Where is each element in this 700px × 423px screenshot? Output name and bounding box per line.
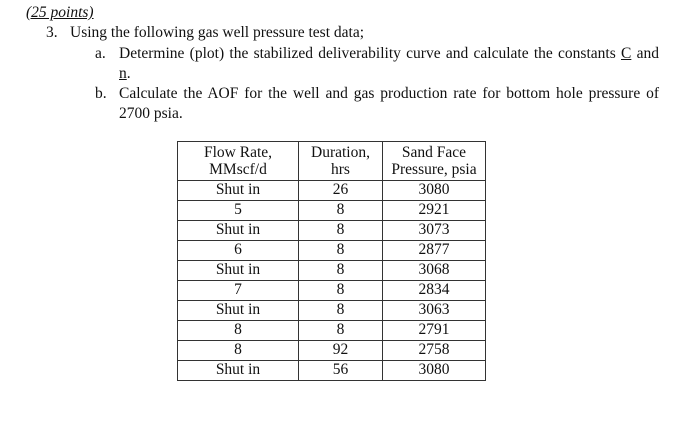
part-b-text: Calculate the AOF for the well and gas production rate for bottom hole pressure of 2700 psia. <box>119 85 659 122</box>
cell-pressure: 3080 <box>383 361 486 381</box>
cell-flow-rate: Shut in <box>178 181 299 201</box>
header-flow-rate <box>178 142 299 181</box>
cell-pressure: 3068 <box>383 261 486 281</box>
cell-pressure: 2877 <box>383 241 486 261</box>
cell-pressure: 2758 <box>383 341 486 361</box>
cell-flow-rate: Shut in <box>178 301 299 321</box>
table-header-row <box>178 142 486 181</box>
cell-pressure: 3080 <box>383 181 486 201</box>
part-a-and: and <box>631 45 659 62</box>
cell-duration: 8 <box>299 281 383 301</box>
part-b-label: b. <box>95 85 107 102</box>
part-a-period: . <box>126 65 131 82</box>
cell-pressure: 2834 <box>383 281 486 301</box>
cell-flow-rate: 5 <box>178 201 299 221</box>
cell-duration: 8 <box>299 261 383 281</box>
cell-flow-rate: 8 <box>178 321 299 341</box>
constant-c: C <box>621 45 632 62</box>
cell-duration: 8 <box>299 241 383 261</box>
table-row <box>178 241 486 261</box>
cell-duration: 26 <box>299 181 383 201</box>
cell-duration: 8 <box>299 201 383 221</box>
question-number: 3. <box>46 24 58 41</box>
header-duration <box>299 142 383 181</box>
cell-flow-rate: Shut in <box>178 221 299 241</box>
part-a-label: a. <box>95 45 106 62</box>
header-flow-rate-line1: Flow Rate, <box>203 144 273 161</box>
header-duration-line1: Duration, <box>311 144 370 161</box>
table-row <box>178 281 486 301</box>
part-a-text-start: Determine (plot) the stabilized deliverability curve and calculate the constants <box>119 45 621 62</box>
table-row <box>178 181 486 201</box>
table-row <box>178 321 486 341</box>
cell-flow-rate: 6 <box>178 241 299 261</box>
table-row <box>178 341 486 361</box>
cell-flow-rate: 7 <box>178 281 299 301</box>
header-flow-rate-line2: MMscf/d <box>209 161 267 178</box>
cell-flow-rate: 8 <box>178 341 299 361</box>
cell-duration: 8 <box>299 321 383 341</box>
table-row <box>178 301 486 321</box>
cell-pressure: 2791 <box>383 321 486 341</box>
cell-flow-rate: Shut in <box>178 361 299 381</box>
header-pressure <box>383 142 486 181</box>
cell-duration: 8 <box>299 221 383 241</box>
header-pressure-line1: Sand Face <box>401 144 467 161</box>
cell-duration: 56 <box>299 361 383 381</box>
points-label: (25 points) <box>26 4 94 21</box>
question-text: Using the following gas well pressure test data; <box>70 24 365 41</box>
part-a-text <box>119 44 659 84</box>
table-row <box>178 361 486 381</box>
cell-flow-rate: Shut in <box>178 261 299 281</box>
cell-duration: 92 <box>299 341 383 361</box>
cell-pressure: 3073 <box>383 221 486 241</box>
table-row <box>178 261 486 281</box>
cell-duration: 8 <box>299 301 383 321</box>
constant-n: n <box>119 65 127 82</box>
header-duration-line2: hrs <box>331 161 350 178</box>
table-row <box>178 221 486 241</box>
table-row <box>178 201 486 221</box>
cell-pressure: 3063 <box>383 301 486 321</box>
cell-pressure: 2921 <box>383 201 486 221</box>
header-pressure-line2: Pressure, psia <box>391 161 477 178</box>
pressure-test-table <box>177 141 486 381</box>
